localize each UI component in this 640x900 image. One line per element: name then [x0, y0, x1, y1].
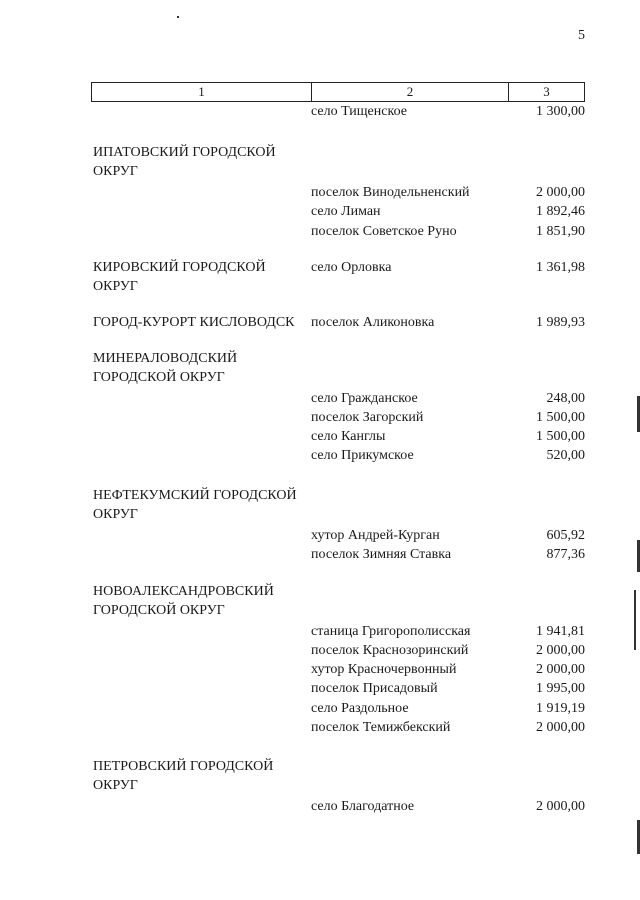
settlement-name: село Канглы — [311, 429, 386, 445]
settlement-name: поселок Советское Руно — [311, 223, 457, 239]
amount-value: 520,00 — [546, 448, 585, 464]
amount-value: 605,92 — [546, 527, 585, 543]
header-col-2: 2 — [312, 83, 509, 101]
header-col-3: 3 — [543, 84, 550, 99]
table-body — [93, 102, 585, 816]
settlement-name: село Тищенское — [311, 104, 407, 119]
district-name: ГОРОД-КУРОРТ КИСЛОВОДСК — [93, 314, 295, 330]
amount-value: 2 000,00 — [536, 662, 585, 678]
amount-value: 1 892,46 — [536, 204, 585, 220]
amount-value: 1 361,98 — [536, 259, 585, 275]
settlement-name: поселок Загорский — [311, 409, 424, 425]
amount-value: 1 500,00 — [536, 429, 585, 445]
district-name: МИНЕРАЛОВОДСКИЙ ГОРОДСКОЙ ОКРУГ — [93, 350, 238, 385]
district-group — [93, 757, 585, 816]
district-name: КИРОВСКИЙ ГОРОДСКОЙ ОКРУГ — [93, 259, 266, 294]
district-group — [93, 143, 585, 241]
table-row — [93, 446, 585, 465]
amount-value: 1 919,19 — [536, 700, 585, 716]
table-row — [93, 622, 585, 641]
table-row — [93, 699, 585, 718]
table-header-row — [91, 82, 585, 102]
settlement-name: хутор Красночервонный — [311, 662, 457, 678]
table-row — [93, 183, 585, 202]
amount-value: 1 300,00 — [536, 104, 585, 119]
amount-value: 1 851,90 — [536, 223, 585, 239]
district-group — [93, 258, 585, 296]
amount-value: 2 000,00 — [536, 643, 585, 659]
district-group — [93, 313, 585, 332]
settlement-name: поселок Аликоновка — [311, 314, 435, 330]
table-row — [93, 389, 585, 408]
page-number: 5 — [578, 28, 585, 43]
amount-value: 1 989,93 — [536, 314, 585, 330]
amount-value: 877,36 — [546, 546, 585, 562]
scan-speck — [177, 16, 179, 18]
district-name: ИПАТОВСКИЙ ГОРОДСКОЙ ОКРУГ — [93, 145, 276, 180]
settlement-name: поселок Темижбекский — [311, 719, 451, 735]
table-row — [93, 408, 585, 427]
district-group — [93, 486, 585, 564]
table-row — [93, 526, 585, 545]
table-row — [93, 718, 585, 737]
table-row — [93, 641, 585, 660]
settlement-name: поселок Винодельненский — [311, 185, 470, 201]
settlement-name: село Благодатное — [311, 799, 415, 814]
settlement-name: село Лиман — [311, 204, 381, 220]
district-name: НЕФТЕКУМСКИЙ ГОРОДСКОЙ ОКРУГ — [93, 487, 297, 522]
amount-value: 248,00 — [546, 390, 585, 406]
settlement-name: хутор Андрей-Курган — [311, 527, 440, 543]
amount-value: 1 500,00 — [536, 409, 585, 425]
settlement-name: село Прикумское — [311, 448, 414, 464]
table-row — [93, 679, 585, 698]
table-row — [93, 660, 585, 679]
district-group — [93, 349, 585, 466]
amount-value: 1 995,00 — [536, 681, 585, 697]
table-row — [93, 202, 585, 221]
settlement-name: станица Григорополисская — [311, 623, 471, 639]
district-name: ПЕТРОВСКИЙ ГОРОДСКОЙ ОКРУГ — [93, 759, 274, 793]
table-row — [93, 545, 585, 564]
settlement-name: поселок Краснозоринский — [311, 643, 469, 659]
table-row — [93, 797, 585, 816]
settlement-name: село Гражданское — [311, 390, 418, 406]
table-row — [93, 222, 585, 241]
district-group — [93, 582, 585, 737]
amount-value: 2 000,00 — [536, 719, 585, 735]
amount-value: 2 000,00 — [536, 185, 585, 201]
table-row — [93, 102, 585, 121]
table-row — [93, 427, 585, 446]
amount-value: 1 941,81 — [536, 623, 585, 639]
settlement-name: поселок Зимняя Ставка — [311, 546, 452, 562]
district-name: НОВОАЛЕКСАНДРОВСКИЙ ГОРОДСКОЙ ОКРУГ — [93, 583, 274, 618]
amount-value: 2 000,00 — [536, 799, 585, 814]
settlement-name: село Орловка — [311, 259, 392, 275]
settlement-name: поселок Присадовый — [311, 681, 438, 697]
settlement-name: село Раздольное — [311, 700, 409, 716]
header-col-1: 1 — [92, 83, 312, 101]
scan-mark — [634, 590, 636, 650]
